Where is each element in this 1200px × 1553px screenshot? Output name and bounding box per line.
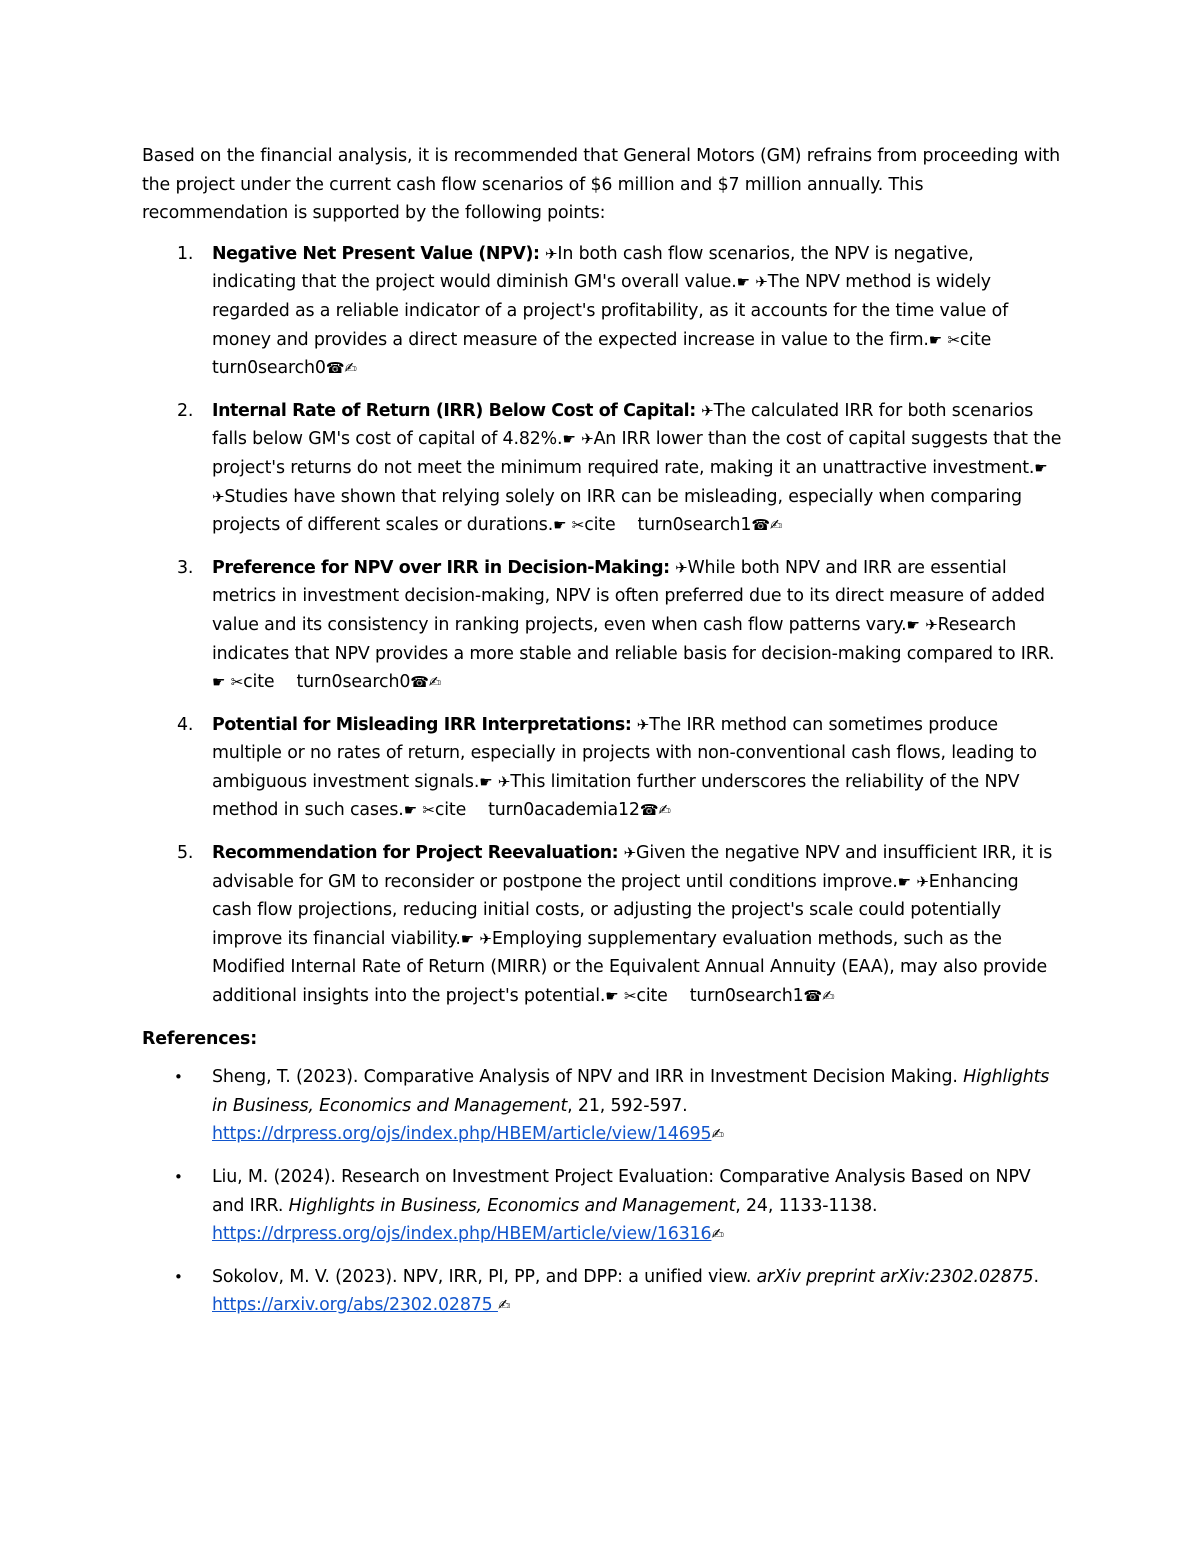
cite-ref: turn0search0 xyxy=(212,358,326,379)
reference-journal: Highlights in Business, Economics and Management xyxy=(212,1067,1050,1116)
sentence-end-glyph: ☛ xyxy=(562,430,576,449)
point-title: Internal Rate of Return (IRR) Below Cost of Capital: xyxy=(212,400,696,421)
point-sentence: Enhancing cash flow projections, reducing initial costs, or adjusting the project's scale could potentially improve its financial viability. xyxy=(212,871,1019,949)
cite-close-glyph: ☎ xyxy=(639,801,659,820)
sentence-start-glyph: ✈ xyxy=(755,273,768,292)
point-sentence: Research indicates that NPV provides a more stable and reliable basis for decision-making compared to IRR. xyxy=(212,614,1055,664)
sentence-end-glyph: ☛ xyxy=(605,987,619,1006)
edit-glyph: ✍ xyxy=(497,1296,511,1315)
cite-ref: turn0academia12 xyxy=(488,800,640,821)
sentence-end-glyph: ☛ xyxy=(460,929,475,948)
point-title: Potential for Misleading IRR Interpretations: xyxy=(212,714,632,735)
reference-item xyxy=(142,1263,1062,1320)
reference-lead: Sheng, T. (2023). Comparative Analysis of NPV and IRR in Investment Decision Making. xyxy=(212,1067,964,1088)
point-sentence: Given the negative NPV and insufficient IRR, it is advisable for GM to reconsider or postpone the project until conditions improve. xyxy=(212,843,1053,892)
cite-mark-glyph: ✂ xyxy=(623,987,637,1006)
cite-word: cite xyxy=(636,986,668,1007)
cite-mark-glyph: ✂ xyxy=(230,673,244,692)
sentence-end-glyph: ☛ xyxy=(736,273,750,292)
sentence-start-glyph: ✈ xyxy=(925,615,938,634)
sentence-start-glyph: ✈ xyxy=(581,430,594,449)
point-sentence: Studies have shown that relying solely on IRR can be misleading, especially when comparing projects of different scales or durations. xyxy=(212,486,1022,536)
reference-link[interactable]: https://drpress.org/ojs/index.php/HBEM/article/view/16316 xyxy=(212,1224,712,1245)
edit-glyph: ✍ xyxy=(344,359,357,378)
bullet-icon: • xyxy=(174,1267,183,1286)
point-sentence: An IRR lower than the cost of capital suggests that the project's returns do not meet the minimum required rate, making it an unattractive investment. xyxy=(212,429,1062,478)
reference-lead: Sokolov, M. V. (2023). NPV, IRR, PI, PP, and DPP: a unified view. xyxy=(212,1266,757,1287)
cite-mark-glyph: ✂ xyxy=(947,330,960,349)
point-title: Preference for NPV over IRR in Decision-Making: xyxy=(212,557,670,578)
reference-tail: , 21, 592-597. xyxy=(567,1095,688,1116)
reference-tail: , 24, 1133-1138. xyxy=(735,1195,878,1216)
sentence-end-glyph: ☛ xyxy=(928,330,943,349)
cite-ref: turn0search0 xyxy=(296,672,411,693)
cite-ref: turn0search1 xyxy=(689,986,804,1007)
sentence-start-glyph: ✈ xyxy=(636,715,650,734)
cite-mark-glyph: ✂ xyxy=(571,516,585,535)
point-sentence: The NPV method is widely regarded as a reliable indicator of a project's profitability, as it accounts for the time value of money and provides a direct measure of the expected increase in value to the firm. xyxy=(212,272,1009,350)
sentence-end-glyph: ☛ xyxy=(897,872,911,891)
edit-glyph: ✍ xyxy=(711,1225,724,1244)
sentence-start-glyph: ✈ xyxy=(479,929,492,948)
edit-glyph: ✍ xyxy=(428,673,442,692)
reference-tail: . xyxy=(1033,1266,1039,1287)
sentence-end-glyph: ☛ xyxy=(553,516,567,535)
sentence-start-glyph: ✈ xyxy=(497,772,511,791)
sentence-start-glyph: ✈ xyxy=(675,558,688,577)
cite-close-glyph: ☎ xyxy=(325,359,345,378)
sentence-end-glyph: ☛ xyxy=(403,801,417,820)
point-sentence: The IRR method can sometimes produce multiple or no rates of return, especially in projects with non-conventional cash flows, leading to ambiguous investment signals. xyxy=(212,714,1037,792)
edit-glyph: ✍ xyxy=(769,516,783,535)
point-sentence: In both cash flow scenarios, the NPV is negative, indicating that the project would diminish GM's overall value. xyxy=(212,243,974,293)
cite-close-glyph: ☎ xyxy=(803,987,823,1006)
sentence-end-glyph: ☛ xyxy=(906,615,920,634)
point-sentence: This limitation further underscores the reliability of the NPV method in such cases. xyxy=(212,771,1020,821)
point-number: 2. xyxy=(177,400,194,421)
sentence-start-glyph: ✈ xyxy=(701,401,714,420)
edit-glyph: ✍ xyxy=(711,1125,724,1144)
reference-journal: Highlights in Business, Economics and Management xyxy=(288,1195,736,1216)
edit-glyph: ✍ xyxy=(658,801,671,820)
reference-item xyxy=(142,1163,1062,1249)
point-number: 4. xyxy=(177,714,194,735)
sentence-start-glyph: ✈ xyxy=(623,844,637,863)
point-title: Negative Net Present Value (NPV): xyxy=(212,243,540,264)
reference-link[interactable]: https://drpress.org/ojs/index.php/HBEM/article/view/14695 xyxy=(212,1124,712,1145)
sentence-end-glyph: ☛ xyxy=(1034,458,1048,477)
sentence-end-glyph: ☛ xyxy=(479,772,493,791)
intro-paragraph: Based on the financial analysis, it is recommended that General Motors (GM) refrains from proceeding with the project under the current cash flow scenarios of $6 million and $7 million annually. This recommendation is supported by the following points: xyxy=(142,146,1061,224)
bullet-icon: • xyxy=(174,1168,183,1186)
cite-word: cite xyxy=(584,515,616,536)
point-number: 3. xyxy=(177,557,194,578)
cite-word: cite xyxy=(434,800,467,821)
point-sentence: Employing supplementary evaluation methods, such as the Modified Internal Rate of Return (MIRR) or the Equivalent Annual Annuity (EAA), may also provide additional insights into the project's potential. xyxy=(212,928,1048,1007)
edit-glyph: ✍ xyxy=(822,987,835,1006)
recommendation-points-list xyxy=(142,240,1062,1011)
references-heading: References: xyxy=(142,1028,258,1049)
point-sentence: The calculated IRR for both scenarios falls below GM's cost of capital of 4.82%. xyxy=(212,400,1034,450)
bullet-icon: • xyxy=(174,1068,183,1087)
reference-lead: Liu, M. (2024). Research on Investment Project Evaluation: Comparative Analysis Based on NPV and IRR. xyxy=(212,1167,1031,1216)
reference-item xyxy=(142,1063,1062,1149)
reference-journal: arXiv preprint arXiv:2302.02875 xyxy=(756,1266,1034,1287)
point-number: 1. xyxy=(177,243,194,264)
sentence-start-glyph: ✈ xyxy=(916,872,929,891)
sentence-end-glyph: ☛ xyxy=(212,673,226,692)
recommendation-point xyxy=(142,711,1062,825)
references-list xyxy=(142,1063,1062,1320)
point-title: Recommendation for Project Reevaluation: xyxy=(212,843,619,864)
cite-close-glyph: ☎ xyxy=(410,673,429,692)
reference-link[interactable]: https://arxiv.org/abs/2302.02875 xyxy=(212,1295,498,1316)
sentence-start-glyph: ✈ xyxy=(544,244,558,263)
recommendation-point xyxy=(142,240,1062,383)
recommendation-point xyxy=(142,839,1062,1011)
cite-ref: turn0search1 xyxy=(637,515,752,536)
point-sentence: While both NPV and IRR are essential metrics in investment decision-making, NPV is often preferred due to its direct measure of added value and its consistency in ranking projects, even when cash flow patterns vary. xyxy=(212,557,1045,635)
cite-mark-glyph: ✂ xyxy=(422,801,435,820)
cite-close-glyph: ☎ xyxy=(751,516,770,535)
point-number: 5. xyxy=(177,843,194,864)
recommendation-point xyxy=(142,397,1062,540)
cite-word: cite xyxy=(959,329,992,350)
cite-word: cite xyxy=(243,672,275,693)
sentence-start-glyph: ✈ xyxy=(212,487,225,506)
document-page xyxy=(142,142,1062,1334)
recommendation-point xyxy=(142,554,1062,697)
